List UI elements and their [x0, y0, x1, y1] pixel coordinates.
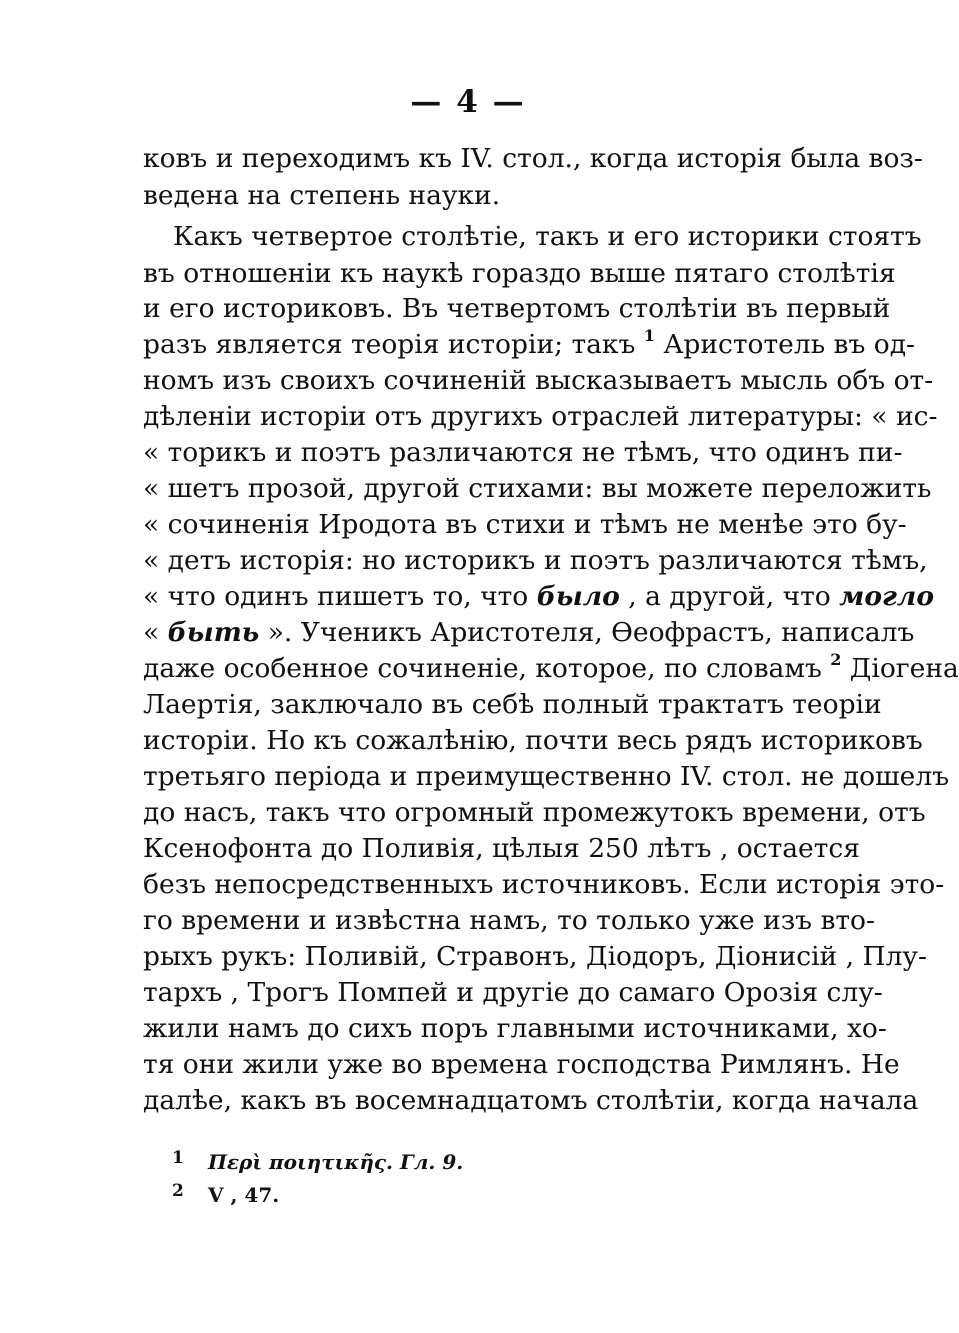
footnote-mark: 1	[172, 1148, 184, 1168]
text-segment: даже особенное сочиненіе, которое, по словамъ	[143, 653, 831, 684]
footnote-text: Περὶ ποιητικῆς. Гл. 9.	[208, 1150, 464, 1174]
footnote	[172, 1180, 279, 1210]
text-segment: разъ является теорія исторіи; такъ	[143, 329, 636, 360]
text-line: до насъ, такъ что огромный промежутокъ времени, отъ	[143, 797, 926, 828]
italic-text: быть	[167, 617, 260, 648]
text-line: го времени и извѣстна намъ, то только уже изъ вто-	[143, 905, 875, 936]
text-line: третьяго періода и преимущественно IV. стол. не дошелъ	[143, 761, 950, 792]
text-line: въ отношеніи къ наукѣ гораздо выше пятаго столѣтія	[143, 258, 896, 289]
text-segment: Аристотель въ од-	[654, 329, 915, 360]
text-line: далѣе, какъ въ восемнадцатомъ столѣтіи, когда начала	[143, 1085, 919, 1116]
text-segment: «	[143, 617, 168, 648]
text-line: исторіи. Но къ сожалѣнію, почти весь рядъ историковъ	[143, 725, 923, 756]
text-line: « детъ исторія: но историкъ и поэтъ различаются тѣмъ,	[143, 545, 928, 576]
text-line: Какъ четвертое столѣтіе, такъ и его историки стоятъ	[173, 221, 922, 252]
text-line	[143, 613, 915, 653]
footnote-text: V , 47.	[208, 1183, 280, 1207]
page-number: — 4 —	[410, 84, 526, 120]
text-segment: Діогена	[841, 653, 959, 684]
text-line: номъ изъ своихъ сочиненій высказываетъ мысль объ от-	[143, 365, 934, 396]
text-line: Ксенофонта до Поливія, цѣлыя 250 лѣтъ , остается	[143, 833, 860, 864]
text-line: безъ непосредственныхъ источниковъ. Если исторія это-	[143, 869, 945, 900]
text-line: дѣленіи исторіи отъ другихъ отраслей литературы: « ис-	[143, 401, 938, 432]
text-line: « торикъ и поэтъ различаются не тѣмъ, что одинъ пи-	[143, 437, 903, 468]
footnote-reference: 2	[830, 650, 842, 669]
text-line: тархъ , Трогъ Помпей и другіе до самаго Орозія слу-	[143, 977, 883, 1008]
text-line: тя они жили уже во времена господства Римлянъ. Не	[143, 1049, 900, 1080]
text-line: ведена на степень науки.	[143, 180, 501, 211]
text-line: ковъ и переходимъ къ IV. стол., когда исторія была воз-	[143, 143, 923, 174]
italic-text: было	[536, 581, 620, 612]
text-line	[143, 577, 935, 617]
text-line: и его историковъ. Въ четвертомъ столѣтіи въ первый	[143, 293, 891, 324]
footnote-mark: 2	[172, 1181, 184, 1201]
text-line	[143, 325, 915, 365]
text-segment: , а другой, что	[619, 581, 840, 612]
italic-text: могло	[839, 581, 935, 612]
footnote	[172, 1147, 463, 1177]
text-line: жили намъ до сихъ поръ главными источниками, хо-	[143, 1013, 887, 1044]
text-line: « шетъ прозой, другой стихами: вы можете переложить	[143, 473, 932, 504]
text-line: рыхъ рукъ: Поливій, Стравонъ, Діодоръ, Діонисій , Плу-	[143, 941, 927, 972]
text-line: « сочиненія Иродота въ стихи и тѣмъ не менѣе это бу-	[143, 509, 907, 540]
text-line	[143, 649, 959, 689]
text-segment: « что одинъ пишетъ то, что	[143, 581, 537, 612]
text-segment: ». Ученикъ Аристотеля, Ѳеофрастъ, написалъ	[259, 617, 915, 648]
text-line: Лаертія, заключало въ себѣ полный трактатъ теоріи	[143, 689, 882, 720]
footnote-reference: 1	[643, 326, 655, 345]
